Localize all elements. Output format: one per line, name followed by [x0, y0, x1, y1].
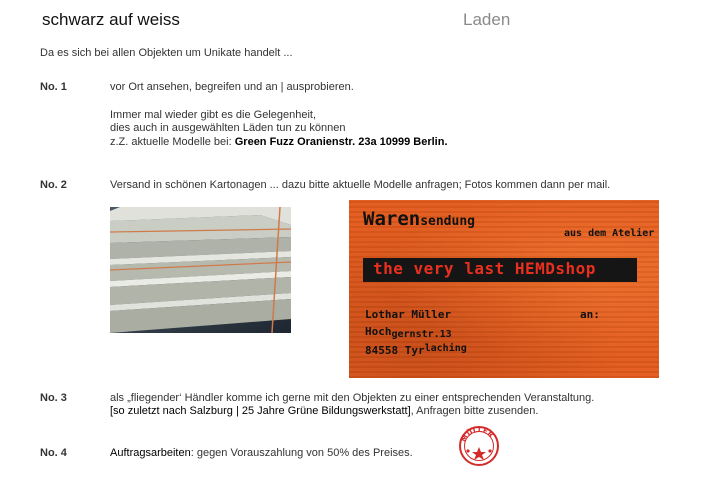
- intro-text: Da es sich bei allen Objekten um Unikate handelt ...: [40, 47, 293, 59]
- label-city-rest: laching: [424, 343, 467, 354]
- item-number-3: No. 3: [40, 392, 67, 404]
- item-number-4: No. 4: [40, 447, 67, 459]
- item-3-reference: [so zuletzt nach Salzburg | 25 Jahre Grüne Bildungswerkstatt]: [110, 405, 411, 417]
- label-sender-street: [365, 325, 452, 338]
- label-city-prefix: 84558 Tyr: [365, 344, 425, 357]
- item-1-detail-2: dies auch in ausgewählten Läden tun zu können: [110, 122, 346, 134]
- stamp-text: MÜLLER: [459, 425, 495, 444]
- label-sender-city: [365, 344, 467, 357]
- item-3-request: , Anfragen bitte zusenden.: [410, 405, 539, 417]
- label-heading-main: Waren: [363, 208, 421, 230]
- label-shop-name: the very last HEMDshop: [373, 259, 596, 278]
- shop-address: Green Fuzz Oranienstr. 23a 10999 Berlin.: [234, 136, 448, 148]
- item-1-text: vor Ort ansehen, begreifen und an | ausprobieren.: [110, 81, 354, 93]
- item-3-line-1: als „fliegender‘ Händler komme ich gerne mit den Objekten zu einer entsprechenden Veranstaltung.: [110, 392, 595, 404]
- svg-text:MÜLLER: [460, 426, 496, 443]
- item-1-detail-3-prefix: z.Z. aktuelle Modelle bei:: [110, 136, 235, 148]
- item-1-detail-3: [110, 136, 448, 149]
- label-street-rest: gernstr.13: [391, 329, 452, 340]
- item-1-detail-1: Immer mal wieder gibt es die Gelegenheit,: [110, 109, 317, 121]
- label-heading-sub: sendung: [420, 214, 475, 229]
- mueller-stamp-icon: [458, 425, 500, 467]
- label-sender-name: Lothar Müller: [365, 308, 452, 321]
- label-atelier: aus dem Atelier: [564, 228, 655, 239]
- label-street-prefix: Hoch: [365, 325, 392, 338]
- label-heading: [363, 208, 475, 230]
- item-4-rest: : gegen Vorauszahlung von 50% des Preises.: [190, 447, 413, 459]
- nav-link-laden[interactable]: Laden: [463, 10, 511, 29]
- item-3-line-2: [110, 405, 538, 418]
- item-number-1: No. 1: [40, 81, 67, 93]
- item-number-2: No. 2: [40, 179, 67, 191]
- label-shop-bar: [363, 258, 637, 282]
- site-title: schwarz auf weiss: [42, 10, 180, 29]
- photo-boxes: [110, 207, 291, 333]
- item-4-label: Auftragsarbeiten: [110, 447, 191, 459]
- label-recipient: an:: [580, 308, 600, 321]
- shipping-label: [349, 200, 659, 378]
- item-2-text: Versand in schönen Kartonagen ... dazu bitte aktuelle Modelle anfragen; Fotos kommen dann per mail.: [110, 179, 611, 191]
- item-4-text: [110, 447, 413, 460]
